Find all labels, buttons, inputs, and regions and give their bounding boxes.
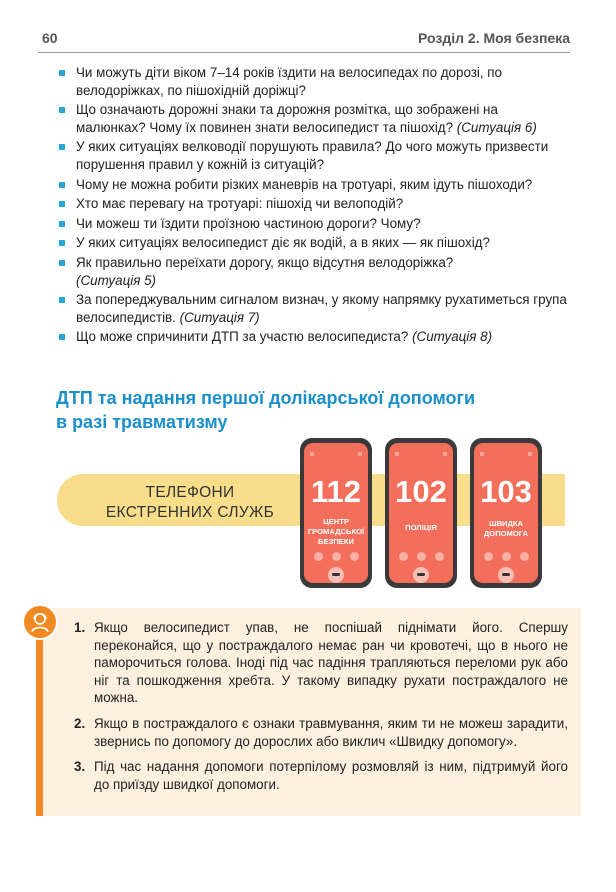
phone-number: 112 [310,474,361,509]
list-item: Чому не можна робити різких маневрів на тротуарі, яким ідуть пішоходи? [56,176,568,194]
hang-up-icon [328,567,344,583]
hang-up-icon [413,567,429,583]
tip-item: 2. Якщо в постраждалого є ознаки травмування, яким ти не можеш зарадити, звернись по допомогу до дорослих або виклич «Швидку допомогу». [74,715,568,749]
bullet-icon [59,201,65,207]
phone-screen [474,443,538,583]
list-item: Як правильно переїхати дорогу, якщо відсутня велодоріжка? (Ситуація 5) [56,254,568,289]
bullet-icon [59,240,65,246]
page-header [38,30,570,53]
hang-up-icon [498,567,514,583]
phone-service-label: ШВИДКА ДОПОМОГА [483,519,529,538]
section-title: Розділ 2. Моя безпека [418,30,570,46]
phone-service-label: ПОЛІЦІЯ [405,523,437,532]
bullet-icon [59,182,65,188]
add-call-icon [350,552,359,561]
tip-item: 1. Якщо велосипедист упав, не поспішай піднімати його. Спершу переконайся, що у постраждалого немає ран чи кровотечі, що в нього не паморочиться голова. Іноді під час падіння трапляються переломи рук або ніг та пошкодження хребта. У такому випадку рухати постраждалого не можна. [74,620,568,706]
list-item: Хто має перевагу на тротуарі: пішохід чи велоподій? [56,195,568,213]
bullet-icon [59,221,65,227]
bullet-icon [59,144,65,150]
bullet-icon [59,297,65,303]
list-item: У яких ситуаціях велководії порушують правила? До чого можуть призвести порушення правил у кожній із ситуацій? [56,138,568,173]
phone-number: 102 [395,474,447,509]
emergency-banner-text: ТЕЛЕФОНИ ЕКСТРЕННИХ СЛУЖБ [105,484,275,521]
tip-item: 3. Під час надання допомоги потерпілому розмовляй із ним, підтримуй його до приїзду швидкої допомоги. [74,759,568,792]
first-aid-tips [74,619,568,801]
phone-screen [389,443,453,583]
list-item: За попереджувальним сигналом визнач, у якому напрямку рухатиметься група велосипедистів. (Ситуація 7) [56,291,568,326]
bullet-icon [59,70,65,76]
phone-number: 103 [480,474,532,509]
keypad-icon [502,552,511,561]
phone-103 [470,438,542,588]
add-call-icon [520,552,529,561]
page-number: 60 [42,30,58,46]
speaker-icon [314,552,323,561]
keypad-icon [332,552,341,561]
list-item: Що означають дорожні знаки та дорожня розмітка, що зображені на малюнках? Чому їх повинен знати велосипедист та пішохід? (Ситуація 6) [56,101,568,136]
phone-service-label: ЦЕНТР ГРОМАДСЬКОЇ БЕЗПЕКИ [307,517,365,546]
person-headset-icon [22,604,58,640]
question-list [56,64,568,348]
bullet-icon [59,260,65,266]
speaker-icon [399,552,408,561]
keypad-icon [417,552,426,561]
speaker-icon [484,552,493,561]
phone-102 [385,438,457,588]
list-item: Чи можуть діти віком 7–14 років їздити на велосипедах по дорозі, по велодоріжках, по пішохідній доріжці? [56,64,568,99]
bullet-icon [59,334,65,340]
add-call-icon [435,552,444,561]
phone-screen [304,443,368,583]
list-item: У яких ситуаціях велосипедист діє як водій, а в яких — як пішохід? [56,234,568,252]
list-item: Чи можеш ти їздити проїзною частиною дороги? Чому? [56,215,568,233]
section-heading: ДТП та надання першої долікарської допомоги в разі травматизму [56,388,476,432]
list-item: Що може спричинити ДТП за участю велосипедиста? (Ситуація 8) [56,328,568,346]
bullet-icon [59,107,65,113]
phone-112 [300,438,372,588]
